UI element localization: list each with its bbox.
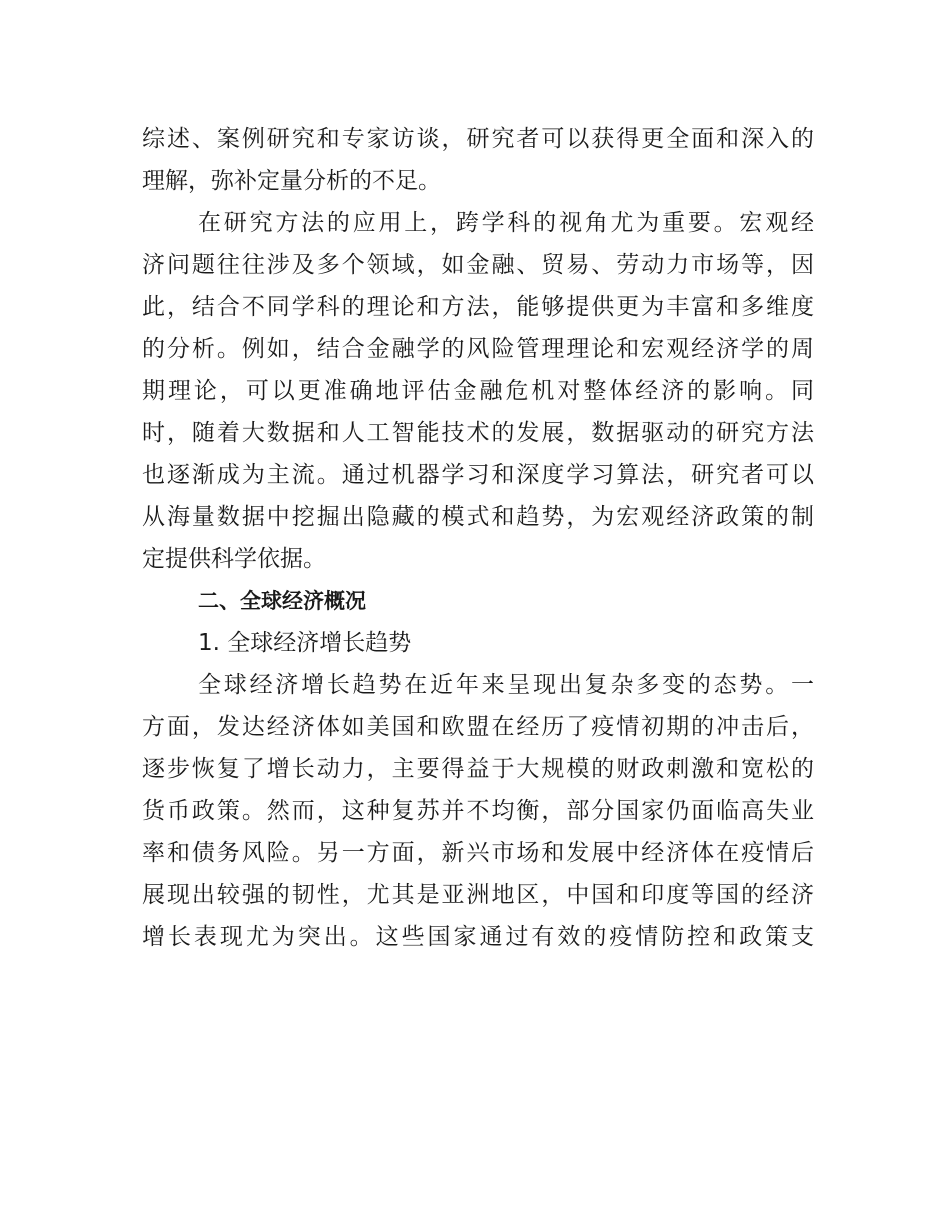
text-line: 逐步恢复了增长动力，主要得益于大规模的财政刺激和宽松的	[142, 756, 814, 782]
text-line: 率和债务风险。另一方面，新兴市场和发展中经济体在疫情后	[142, 840, 814, 866]
text-line: 综述、案例研究和专家访谈，研究者可以获得更全面和深入的	[142, 126, 814, 152]
sub-heading: 1. 全球经济增长趋势	[198, 630, 412, 656]
paragraph-continuation	[142, 118, 814, 202]
section-heading: 二、全球经济概况	[198, 589, 366, 613]
text-line: 从海量数据中挖掘出隐藏的模式和趋势，为宏观经济政策的制	[142, 504, 814, 530]
text-line: 也逐渐成为主流。通过机器学习和深度学习算法，研究者可以	[142, 462, 814, 488]
text-line: 期理论，可以更准确地评估金融危机对整体经济的影响。同	[142, 378, 814, 404]
text-line: 定提供科学依据。	[142, 546, 326, 572]
paragraph-growth-trend	[142, 664, 814, 958]
text-line: 在研究方法的应用上，跨学科的视角尤为重要。宏观经	[198, 210, 814, 236]
text-line: 全球经济增长趋势在近年来呈现出复杂多变的态势。一	[198, 672, 814, 698]
text-line: 展现出较强的韧性，尤其是亚洲地区，中国和印度等国的经济	[142, 882, 814, 908]
document-page	[142, 118, 814, 958]
paragraph-research-methods	[142, 202, 814, 580]
text-line: 的分析。例如，结合金融学的风险管理理论和宏观经济学的周	[142, 336, 814, 362]
text-line: 济问题往往涉及多个领域，如金融、贸易、劳动力市场等，因	[142, 252, 814, 278]
text-line: 此，结合不同学科的理论和方法，能够提供更为丰富和多维度	[142, 294, 814, 320]
text-line: 增长表现尤为突出。这些国家通过有效的疫情防控和政策支	[142, 924, 814, 950]
text-line: 方面，发达经济体如美国和欧盟在经历了疫情初期的冲击后，	[142, 714, 814, 740]
text-line: 时，随着大数据和人工智能技术的发展，数据驱动的研究方法	[142, 420, 814, 446]
text-line: 理解，弥补定量分析的不足。	[142, 168, 441, 194]
text-line: 货币政策。然而，这种复苏并不均衡，部分国家仍面临高失业	[142, 798, 814, 824]
